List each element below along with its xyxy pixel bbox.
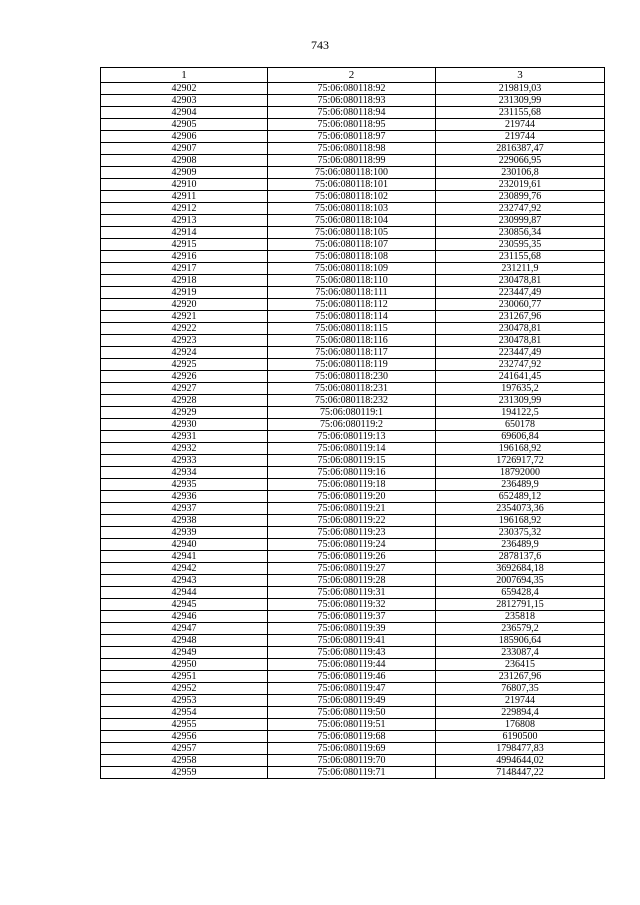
- row-number-cell: 42918: [101, 275, 268, 287]
- cadastral-number-cell: 75:06:080119:32: [268, 599, 436, 611]
- table-row: [101, 479, 605, 491]
- table-row: [101, 767, 605, 779]
- value-cell: 2007694,35: [436, 575, 605, 587]
- value-cell: 230899,76: [436, 191, 605, 203]
- table-row: [101, 407, 605, 419]
- table-row: [101, 359, 605, 371]
- value-cell: 230375,32: [436, 527, 605, 539]
- cadastral-number-cell: 75:06:080118:115: [268, 323, 436, 335]
- table-row: [101, 371, 605, 383]
- table-row: [101, 263, 605, 275]
- value-cell: 2812791,15: [436, 599, 605, 611]
- row-number-cell: 42906: [101, 131, 268, 143]
- cadastral-number-cell: 75:06:080118:119: [268, 359, 436, 371]
- table-row: [101, 95, 605, 107]
- value-cell: 236415: [436, 659, 605, 671]
- table-row: [101, 191, 605, 203]
- row-number-cell: 42942: [101, 563, 268, 575]
- table-row: [101, 491, 605, 503]
- value-cell: 230060,77: [436, 299, 605, 311]
- row-number-cell: 42941: [101, 551, 268, 563]
- row-number-cell: 42948: [101, 635, 268, 647]
- row-number-cell: 42921: [101, 311, 268, 323]
- row-number-cell: 42945: [101, 599, 268, 611]
- row-number-cell: 42908: [101, 155, 268, 167]
- cadastral-number-cell: 75:06:080119:14: [268, 443, 436, 455]
- value-cell: 236579,2: [436, 623, 605, 635]
- table-row: [101, 155, 605, 167]
- row-number-cell: 42902: [101, 83, 268, 95]
- value-cell: 231155,68: [436, 251, 605, 263]
- table-row: [101, 551, 605, 563]
- cadastral-number-cell: 75:06:080119:68: [268, 731, 436, 743]
- row-number-cell: 42940: [101, 539, 268, 551]
- value-cell: 6190500: [436, 731, 605, 743]
- value-cell: 231211,9: [436, 263, 605, 275]
- row-number-cell: 42952: [101, 683, 268, 695]
- row-number-cell: 42936: [101, 491, 268, 503]
- cadastral-number-cell: 75:06:080119:50: [268, 707, 436, 719]
- row-number-cell: 42929: [101, 407, 268, 419]
- table-row: [101, 251, 605, 263]
- row-number-cell: 42951: [101, 671, 268, 683]
- row-number-cell: 42914: [101, 227, 268, 239]
- cadastral-number-cell: 75:06:080118:105: [268, 227, 436, 239]
- row-number-cell: 42959: [101, 767, 268, 779]
- cadastral-number-cell: 75:06:080118:232: [268, 395, 436, 407]
- cadastral-number-cell: 75:06:080119:18: [268, 479, 436, 491]
- table-row: [101, 599, 605, 611]
- table-row: [101, 719, 605, 731]
- value-cell: 3692684,18: [436, 563, 605, 575]
- table-row: [101, 587, 605, 599]
- table-row: [101, 323, 605, 335]
- value-cell: 185906,64: [436, 635, 605, 647]
- value-cell: 230999,87: [436, 215, 605, 227]
- row-number-cell: 42937: [101, 503, 268, 515]
- cadastral-number-cell: 75:06:080118:93: [268, 95, 436, 107]
- value-cell: 230478,81: [436, 323, 605, 335]
- row-number-cell: 42958: [101, 755, 268, 767]
- cadastral-number-cell: 75:06:080118:92: [268, 83, 436, 95]
- value-cell: 219744: [436, 131, 605, 143]
- row-number-cell: 42950: [101, 659, 268, 671]
- table-row: [101, 215, 605, 227]
- cadastral-number-cell: 75:06:080118:95: [268, 119, 436, 131]
- row-number-cell: 42938: [101, 515, 268, 527]
- row-number-cell: 42927: [101, 383, 268, 395]
- row-number-cell: 42904: [101, 107, 268, 119]
- registry-table: [100, 67, 605, 779]
- cadastral-number-cell: 75:06:080119:49: [268, 695, 436, 707]
- table-row: [101, 275, 605, 287]
- cadastral-number-cell: 75:06:080119:23: [268, 527, 436, 539]
- cadastral-number-cell: 75:06:080118:114: [268, 311, 436, 323]
- cadastral-number-cell: 75:06:080119:69: [268, 743, 436, 755]
- value-cell: 236489,9: [436, 539, 605, 551]
- table-row: [101, 563, 605, 575]
- cadastral-number-cell: 75:06:080119:41: [268, 635, 436, 647]
- column-header-3: 3: [436, 68, 605, 83]
- value-cell: 230595,35: [436, 239, 605, 251]
- table-row: [101, 467, 605, 479]
- value-cell: 219819,03: [436, 83, 605, 95]
- value-cell: 230478,81: [436, 275, 605, 287]
- value-cell: 231267,96: [436, 671, 605, 683]
- table-row: [101, 443, 605, 455]
- row-number-cell: 42905: [101, 119, 268, 131]
- value-cell: 231309,99: [436, 95, 605, 107]
- cadastral-number-cell: 75:06:080118:109: [268, 263, 436, 275]
- cadastral-number-cell: 75:06:080119:70: [268, 755, 436, 767]
- cadastral-number-cell: 75:06:080118:108: [268, 251, 436, 263]
- value-cell: 196168,92: [436, 515, 605, 527]
- cadastral-number-cell: 75:06:080118:97: [268, 131, 436, 143]
- value-cell: 652489,12: [436, 491, 605, 503]
- row-number-cell: 42949: [101, 647, 268, 659]
- table-row: [101, 107, 605, 119]
- row-number-cell: 42909: [101, 167, 268, 179]
- value-cell: 233087,4: [436, 647, 605, 659]
- row-number-cell: 42925: [101, 359, 268, 371]
- cadastral-number-cell: 75:06:080118:101: [268, 179, 436, 191]
- value-cell: 2878137,6: [436, 551, 605, 563]
- row-number-cell: 42947: [101, 623, 268, 635]
- table-row: [101, 419, 605, 431]
- cadastral-number-cell: 75:06:080119:39: [268, 623, 436, 635]
- table-body: [101, 83, 605, 779]
- value-cell: 231267,96: [436, 311, 605, 323]
- table-row: [101, 743, 605, 755]
- cadastral-number-cell: 75:06:080118:99: [268, 155, 436, 167]
- cadastral-number-cell: 75:06:080119:15: [268, 455, 436, 467]
- value-cell: 231309,99: [436, 395, 605, 407]
- table-row: [101, 335, 605, 347]
- row-number-cell: 42910: [101, 179, 268, 191]
- table-row: [101, 203, 605, 215]
- cadastral-number-cell: 75:06:080119:43: [268, 647, 436, 659]
- table-row: [101, 179, 605, 191]
- row-number-cell: 42912: [101, 203, 268, 215]
- row-number-cell: 42957: [101, 743, 268, 755]
- value-cell: 230478,81: [436, 335, 605, 347]
- column-header-2: 2: [268, 68, 436, 83]
- row-number-cell: 42939: [101, 527, 268, 539]
- row-number-cell: 42917: [101, 263, 268, 275]
- value-cell: 194122,5: [436, 407, 605, 419]
- value-cell: 2354073,36: [436, 503, 605, 515]
- cadastral-number-cell: 75:06:080119:28: [268, 575, 436, 587]
- table-row: [101, 659, 605, 671]
- cadastral-number-cell: 75:06:080119:13: [268, 431, 436, 443]
- value-cell: 241641,45: [436, 371, 605, 383]
- row-number-cell: 42919: [101, 287, 268, 299]
- table-row: [101, 83, 605, 95]
- row-number-cell: 42916: [101, 251, 268, 263]
- cadastral-number-cell: 75:06:080119:31: [268, 587, 436, 599]
- header-row: [101, 68, 605, 83]
- page-number: 743: [311, 38, 329, 52]
- row-number-cell: 42907: [101, 143, 268, 155]
- row-number-cell: 42944: [101, 587, 268, 599]
- cadastral-number-cell: 75:06:080119:21: [268, 503, 436, 515]
- value-cell: 230106,8: [436, 167, 605, 179]
- table-row: [101, 383, 605, 395]
- cadastral-number-cell: 75:06:080119:71: [268, 767, 436, 779]
- cadastral-number-cell: 75:06:080118:110: [268, 275, 436, 287]
- table-row: [101, 143, 605, 155]
- table-row: [101, 611, 605, 623]
- table-row: [101, 671, 605, 683]
- cadastral-number-cell: 75:06:080119:1: [268, 407, 436, 419]
- table-row: [101, 119, 605, 131]
- cadastral-number-cell: 75:06:080118:94: [268, 107, 436, 119]
- value-cell: 231155,68: [436, 107, 605, 119]
- value-cell: 232019,61: [436, 179, 605, 191]
- cadastral-number-cell: 75:06:080119:2: [268, 419, 436, 431]
- row-number-cell: 42934: [101, 467, 268, 479]
- value-cell: 229894,4: [436, 707, 605, 719]
- row-number-cell: 42956: [101, 731, 268, 743]
- cadastral-number-cell: 75:06:080119:26: [268, 551, 436, 563]
- table-row: [101, 515, 605, 527]
- table-row: [101, 527, 605, 539]
- cadastral-number-cell: 75:06:080118:111: [268, 287, 436, 299]
- cadastral-number-cell: 75:06:080118:98: [268, 143, 436, 155]
- cadastral-number-cell: 75:06:080118:112: [268, 299, 436, 311]
- cadastral-number-cell: 75:06:080119:22: [268, 515, 436, 527]
- table-row: [101, 431, 605, 443]
- value-cell: 223447,49: [436, 287, 605, 299]
- cadastral-number-cell: 75:06:080118:104: [268, 215, 436, 227]
- table-row: [101, 623, 605, 635]
- row-number-cell: 42903: [101, 95, 268, 107]
- row-number-cell: 42946: [101, 611, 268, 623]
- table-row: [101, 575, 605, 587]
- value-cell: 219744: [436, 119, 605, 131]
- row-number-cell: 42943: [101, 575, 268, 587]
- table-row: [101, 299, 605, 311]
- table-row: [101, 731, 605, 743]
- cadastral-number-cell: 75:06:080118:107: [268, 239, 436, 251]
- value-cell: 18792000: [436, 467, 605, 479]
- value-cell: 1798477,83: [436, 743, 605, 755]
- table-row: [101, 239, 605, 251]
- column-header-1: 1: [101, 68, 268, 83]
- cadastral-number-cell: 75:06:080119:16: [268, 467, 436, 479]
- cadastral-number-cell: 75:06:080119:51: [268, 719, 436, 731]
- table-row: [101, 635, 605, 647]
- table-row: [101, 287, 605, 299]
- cadastral-number-cell: 75:06:080119:37: [268, 611, 436, 623]
- cadastral-number-cell: 75:06:080119:47: [268, 683, 436, 695]
- table-row: [101, 695, 605, 707]
- cadastral-number-cell: 75:06:080118:116: [268, 335, 436, 347]
- value-cell: 197635,2: [436, 383, 605, 395]
- row-number-cell: 42915: [101, 239, 268, 251]
- table-row: [101, 455, 605, 467]
- value-cell: 219744: [436, 695, 605, 707]
- table-row: [101, 683, 605, 695]
- table-row: [101, 647, 605, 659]
- row-number-cell: 42926: [101, 371, 268, 383]
- row-number-cell: 42931: [101, 431, 268, 443]
- table-row: [101, 539, 605, 551]
- table-row: [101, 503, 605, 515]
- value-cell: 76807,35: [436, 683, 605, 695]
- cadastral-number-cell: 75:06:080119:46: [268, 671, 436, 683]
- row-number-cell: 42928: [101, 395, 268, 407]
- value-cell: 650178: [436, 419, 605, 431]
- row-number-cell: 42920: [101, 299, 268, 311]
- row-number-cell: 42924: [101, 347, 268, 359]
- cadastral-number-cell: 75:06:080119:44: [268, 659, 436, 671]
- row-number-cell: 42932: [101, 443, 268, 455]
- cadastral-number-cell: 75:06:080118:117: [268, 347, 436, 359]
- cadastral-number-cell: 75:06:080118:231: [268, 383, 436, 395]
- row-number-cell: 42922: [101, 323, 268, 335]
- value-cell: 7148447,22: [436, 767, 605, 779]
- row-number-cell: 42953: [101, 695, 268, 707]
- value-cell: 4994644,02: [436, 755, 605, 767]
- value-cell: 235818: [436, 611, 605, 623]
- value-cell: 1726917,72: [436, 455, 605, 467]
- row-number-cell: 42933: [101, 455, 268, 467]
- table-row: [101, 347, 605, 359]
- value-cell: 230856,34: [436, 227, 605, 239]
- value-cell: 229066,95: [436, 155, 605, 167]
- table-row: [101, 755, 605, 767]
- table-row: [101, 227, 605, 239]
- row-number-cell: 42935: [101, 479, 268, 491]
- cadastral-number-cell: 75:06:080118:230: [268, 371, 436, 383]
- cadastral-number-cell: 75:06:080119:24: [268, 539, 436, 551]
- table-header: [101, 68, 605, 83]
- cadastral-number-cell: 75:06:080119:20: [268, 491, 436, 503]
- row-number-cell: 42923: [101, 335, 268, 347]
- value-cell: 232747,92: [436, 359, 605, 371]
- value-cell: 659428,4: [436, 587, 605, 599]
- table-row: [101, 167, 605, 179]
- value-cell: 223447,49: [436, 347, 605, 359]
- row-number-cell: 42954: [101, 707, 268, 719]
- value-cell: 232747,92: [436, 203, 605, 215]
- value-cell: 196168,92: [436, 443, 605, 455]
- row-number-cell: 42911: [101, 191, 268, 203]
- row-number-cell: 42955: [101, 719, 268, 731]
- value-cell: 176808: [436, 719, 605, 731]
- table-row: [101, 311, 605, 323]
- table-row: [101, 131, 605, 143]
- cadastral-number-cell: 75:06:080118:103: [268, 203, 436, 215]
- cadastral-number-cell: 75:06:080119:27: [268, 563, 436, 575]
- row-number-cell: 42913: [101, 215, 268, 227]
- cadastral-number-cell: 75:06:080118:100: [268, 167, 436, 179]
- row-number-cell: 42930: [101, 419, 268, 431]
- value-cell: 2816387,47: [436, 143, 605, 155]
- table-row: [101, 395, 605, 407]
- table-row: [101, 707, 605, 719]
- value-cell: 69606,84: [436, 431, 605, 443]
- value-cell: 236489,9: [436, 479, 605, 491]
- cadastral-number-cell: 75:06:080118:102: [268, 191, 436, 203]
